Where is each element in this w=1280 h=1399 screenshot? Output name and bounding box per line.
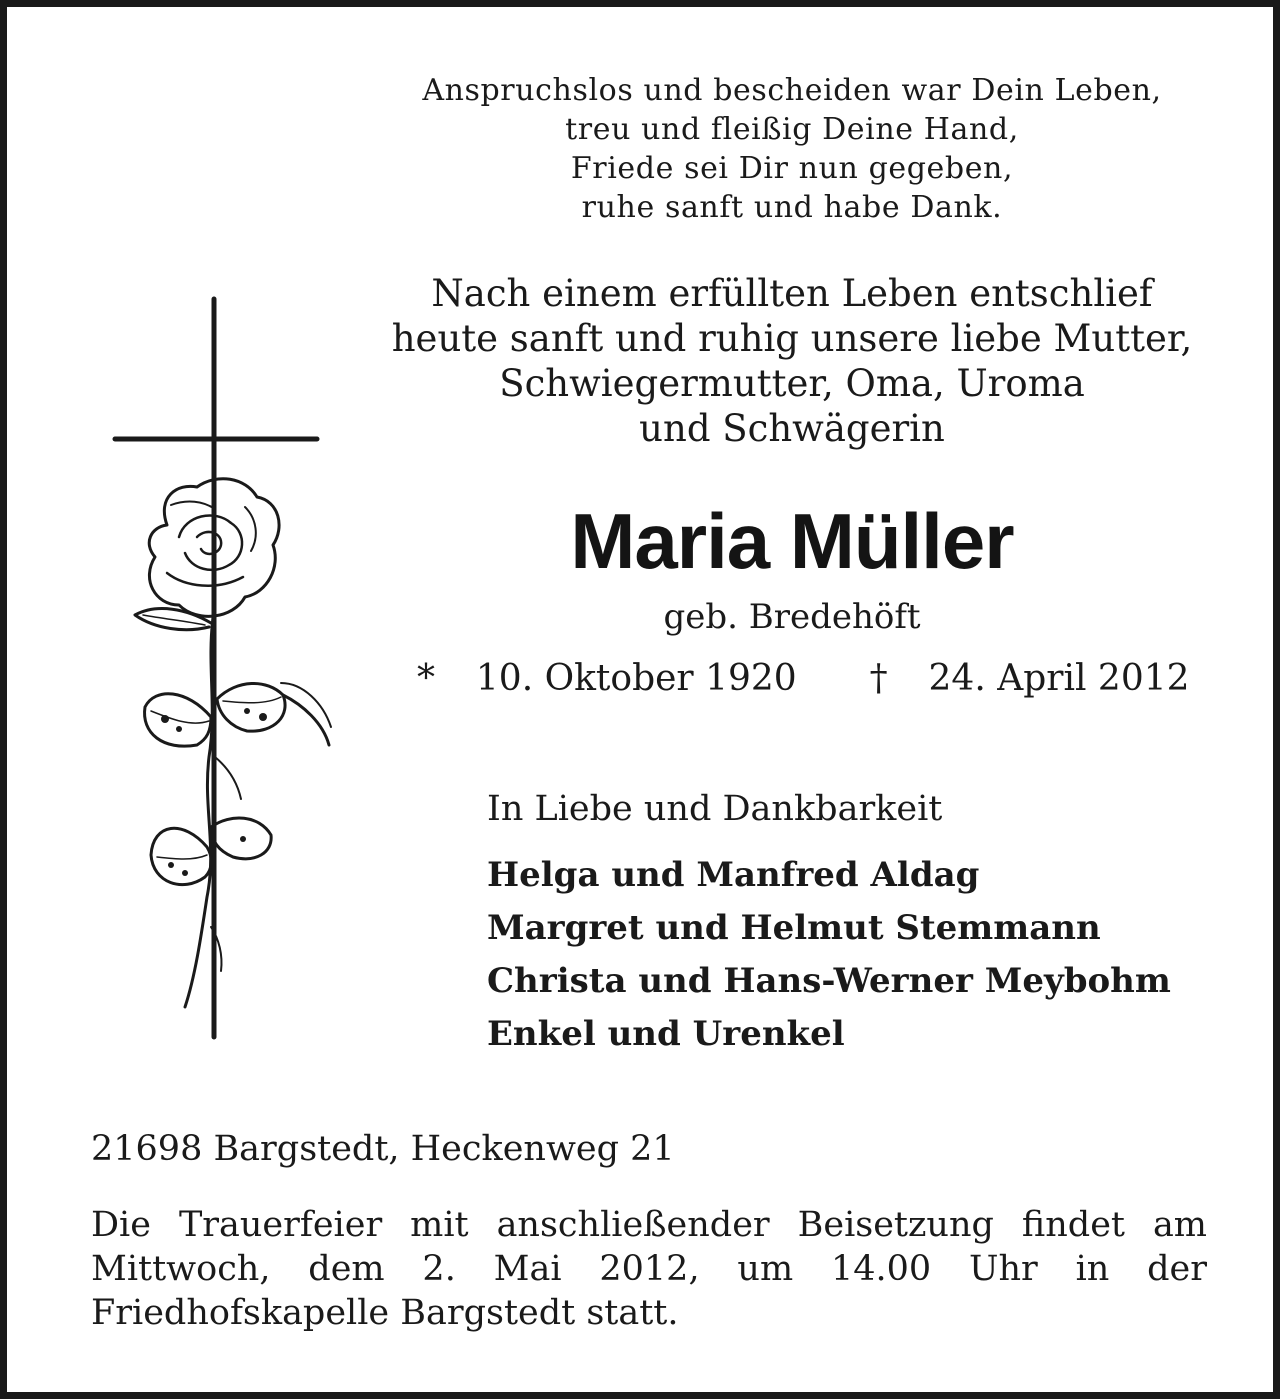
intro-line: heute sanft und ruhig unsere liebe Mutter, xyxy=(391,317,1193,360)
intro-text xyxy=(337,271,1247,451)
mourner-name: Enkel und Urenkel xyxy=(487,1014,845,1054)
intro-line: und Schwägerin xyxy=(639,407,945,450)
mourner-name: Christa und Hans-Werner Meybohm xyxy=(487,961,1171,1001)
poem-line: Friede sei Dir nun gegeben, xyxy=(570,151,1014,186)
deceased-name: Maria Müller xyxy=(570,497,1014,585)
poem xyxy=(337,71,1247,227)
death-date: 24. April 2012 xyxy=(928,658,1190,699)
birth-date: 10. Oktober 1920 xyxy=(475,658,797,699)
poem-line: ruhe sanft und habe Dank. xyxy=(581,190,1003,225)
cross-with-rose-icon xyxy=(67,287,347,1047)
mourners-list xyxy=(487,849,1171,1061)
intro-line: Nach einem erfüllten Leben entschlief xyxy=(431,272,1153,315)
maiden-name: geb. Bredehöft xyxy=(663,597,921,637)
intro-line: Schwiegermutter, Oma, Uroma xyxy=(499,362,1085,405)
address: 21698 Bargstedt, Heckenweg 21 xyxy=(91,1129,675,1169)
mourner-name: Helga und Manfred Aldag xyxy=(487,855,980,895)
funeral-notice: Die Trauerfeier mit anschließender Beisetzung findet am Mittwoch, dem 2. Mai 2012, um 14.00 Uhr in der Friedhofskapelle Bargstedt statt. xyxy=(91,1205,1207,1333)
life-dates xyxy=(417,657,1190,701)
poem-line: Anspruchslos und bescheiden war Dein Leben, xyxy=(422,73,1162,108)
birth-symbol: * xyxy=(417,658,435,699)
poem-line: treu und fleißig Deine Hand, xyxy=(565,112,1019,147)
mourner-name: Margret und Helmut Stemmann xyxy=(487,908,1101,948)
mourners-intro: In Liebe und Dankbarkeit xyxy=(487,789,943,829)
death-symbol: † xyxy=(869,658,888,699)
